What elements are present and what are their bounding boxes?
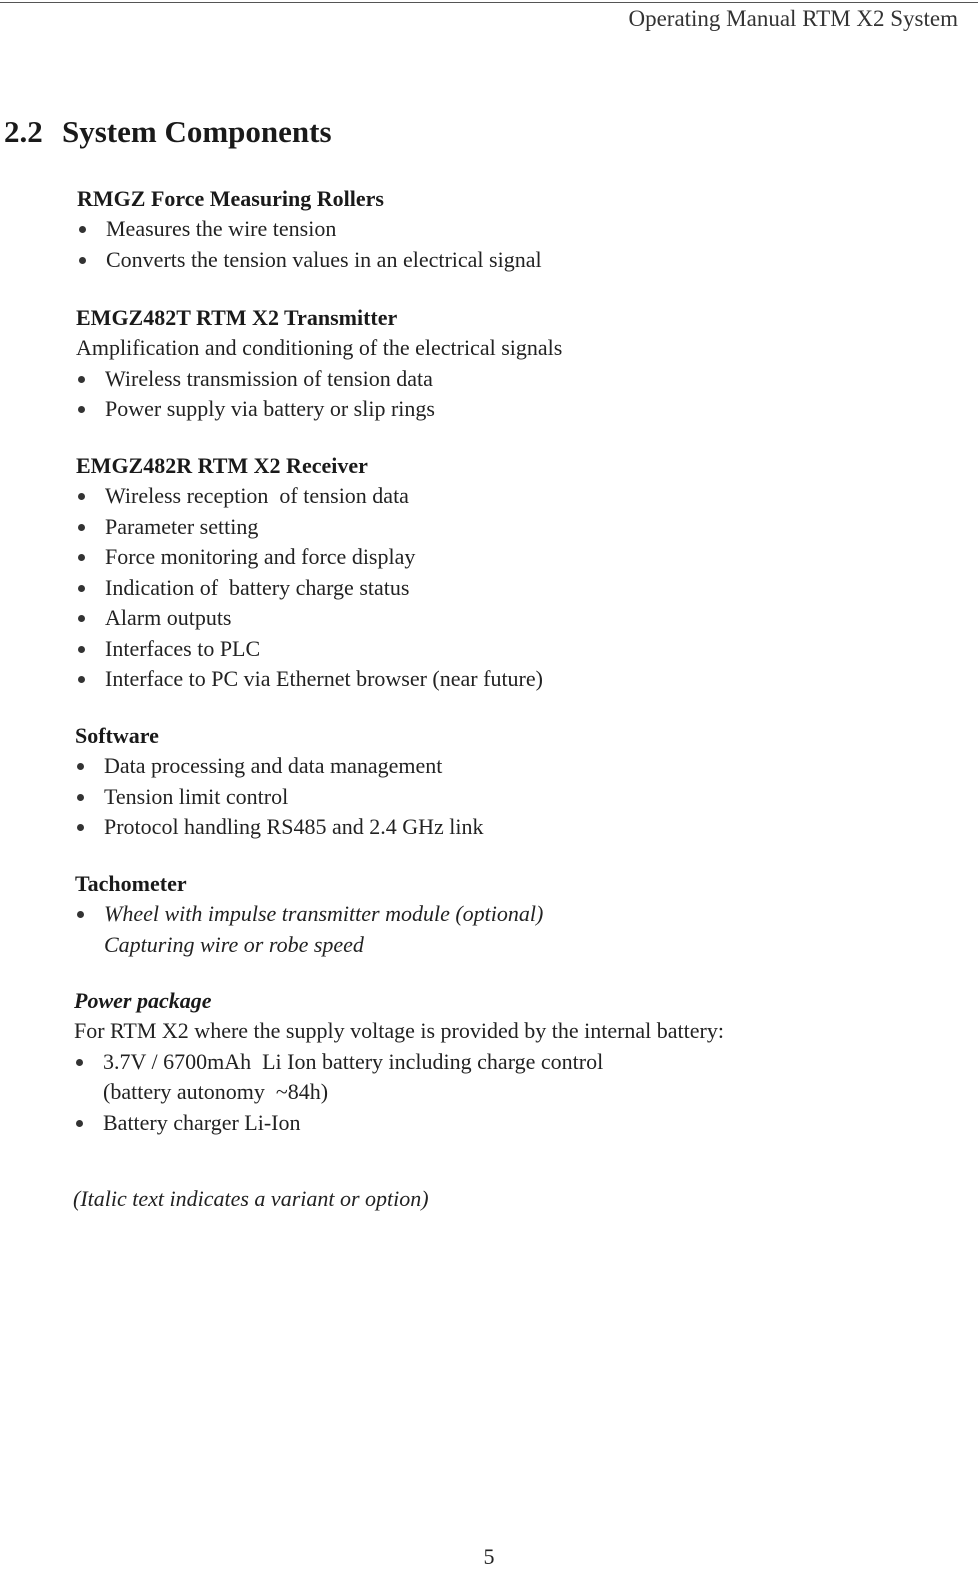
running-header: Operating Manual RTM X2 System — [628, 6, 958, 31]
list-item: Battery charger Li-Ion — [74, 1108, 724, 1139]
list-item: Measures the wire tension — [77, 214, 542, 245]
list-item: Force monitoring and force display — [76, 542, 543, 573]
list-item: Protocol handling RS485 and 2.4 GHz link — [75, 812, 483, 843]
group-heading: Tachometer — [75, 871, 187, 896]
group-receiver — [76, 451, 543, 695]
section-title: System Components — [62, 114, 332, 149]
page-number: 5 — [483, 1544, 495, 1569]
list-item-continuation: Capturing wire or robe speed — [104, 931, 364, 957]
bullet-list — [76, 481, 543, 695]
italic-note: (Italic text indicates a variant or option) — [73, 1186, 429, 1211]
list-item: Interfaces to PLC — [76, 634, 543, 665]
list-item: Tension limit control — [75, 782, 483, 813]
list-item: Power supply via battery or slip rings — [76, 394, 562, 425]
list-item: Indication of battery charge status — [76, 573, 543, 604]
bullet-list — [77, 214, 542, 275]
bullet-list — [75, 751, 483, 843]
group-heading: Software — [75, 723, 159, 748]
list-item — [74, 1047, 724, 1108]
section-number: 2.2 — [4, 114, 43, 149]
section-heading — [4, 114, 332, 150]
list-item: Data processing and data management — [75, 751, 483, 782]
group-software — [75, 721, 483, 843]
group-heading: RMGZ Force Measuring Rollers — [77, 186, 384, 211]
group-description: For RTM X2 where the supply voltage is provided by the internal battery: — [74, 1018, 724, 1043]
group-force-measuring-rollers — [77, 184, 542, 275]
header-rule — [0, 2, 978, 3]
group-heading: EMGZ482T RTM X2 Transmitter — [76, 305, 398, 330]
list-item-continuation: (battery autonomy ~84h) — [103, 1079, 329, 1104]
list-item-text: Wheel with impulse transmitter module (optional) — [104, 901, 544, 926]
list-item: Wireless reception of tension data — [76, 481, 543, 512]
group-description: Amplification and conditioning of the electrical signals — [76, 335, 563, 360]
list-item-text: 3.7V / 6700mAh Li Ion battery including charge control — [103, 1048, 604, 1074]
group-tachometer — [75, 869, 543, 960]
group-transmitter — [76, 303, 562, 425]
list-item: Converts the tension values in an electrical signal — [77, 245, 542, 276]
list-item — [75, 899, 543, 960]
list-item: Parameter setting — [76, 512, 543, 543]
list-item: Wireless transmission of tension data — [76, 364, 562, 395]
bullet-list — [74, 1047, 724, 1139]
group-heading: Power package — [74, 988, 212, 1013]
list-item: Interface to PC via Ethernet browser (near future) — [76, 664, 543, 695]
group-heading: EMGZ482R RTM X2 Receiver — [76, 453, 368, 478]
list-item: Alarm outputs — [76, 603, 543, 634]
bullet-list — [76, 364, 562, 425]
group-power-package — [74, 986, 724, 1138]
bullet-list — [75, 899, 543, 960]
